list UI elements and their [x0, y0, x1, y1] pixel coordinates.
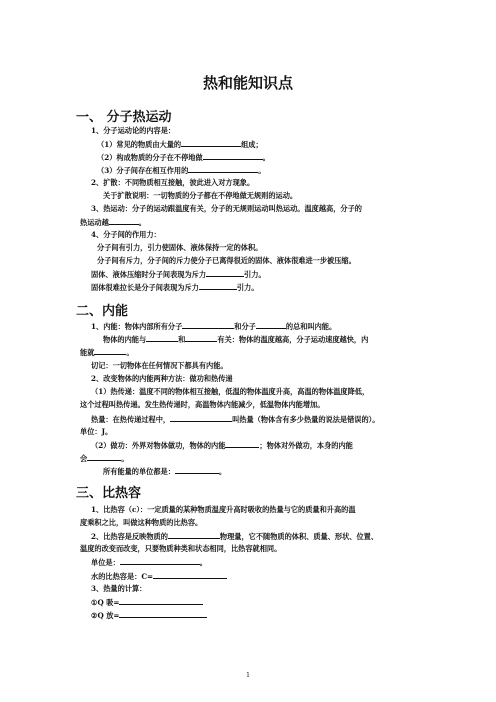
text-line: 度乘积之比，叫做这种物质的比热容。 — [80, 518, 203, 527]
fill-blank — [87, 453, 121, 461]
text-line: （1）常见的物质由大量的 组成； — [97, 140, 263, 149]
text-line: 2、改变物体的内能两种方法：做功和热传递 — [91, 374, 233, 383]
fill-blank — [225, 440, 259, 448]
page-number: 1 — [246, 672, 250, 679]
text-line: （2）构成物质的分子在不停地做 。 — [97, 153, 270, 162]
text-line: 1、比热容（c）：一定质量的某种物质温度升高时吸收的热量与它的质量和升高的温 — [91, 505, 356, 514]
fill-blank — [94, 347, 126, 355]
fill-blank — [109, 217, 139, 225]
text-line: 会 。 — [80, 454, 129, 463]
section-heading-1: 一、 分子热运动 — [76, 110, 172, 125]
text-line: 3、热运动：分子的运动跟温度有关，分子的无规则运动叫热运动。温度越高，分子的 — [91, 204, 362, 213]
fill-blank — [175, 466, 219, 474]
text-line: 能就 。 — [80, 348, 134, 357]
text-line: ①Q 吸= — [91, 597, 203, 607]
section-heading-3: 三、比热容 — [76, 486, 142, 501]
text-line: 单位是： 。 — [91, 558, 207, 567]
page-title: 热和能知识点 — [202, 74, 293, 92]
fill-blank — [199, 282, 237, 290]
fill-blank — [206, 269, 244, 277]
fill-blank — [170, 414, 232, 422]
fill-blank — [256, 321, 286, 329]
section-heading-2: 二、内能 — [76, 304, 129, 319]
text-line: 单位：J。 — [80, 427, 113, 436]
fill-blank — [120, 557, 200, 565]
fill-blank — [168, 531, 220, 539]
text-line: 物体的内能与 和 有关：物体的温度越高，分子运动速度越快，内 — [103, 335, 369, 344]
text-line: （3）分子间存在相互作用的 。 — [97, 166, 266, 175]
text-line: 4、分子间的作用力： — [91, 230, 161, 239]
fill-blank — [181, 139, 241, 147]
text-line: 热量：在热传递过程中， 叫热量（物体含有多少热量的说法是错误的）。 — [91, 415, 380, 424]
text-line: 温度的改变而改变，只要物质种类和状态相同，比热容就相同。 — [80, 544, 282, 553]
text-line: （1）热传递：温度不同的物体相互接触，低温的物体温度升高，高温的物体温度降低， — [91, 387, 370, 396]
text-line: 切记：一切物体在任何情况下都具有内能。 — [91, 361, 228, 370]
fill-blank — [119, 597, 203, 605]
text-line: 1、分子运动论的内容是： — [91, 126, 176, 135]
fill-blank — [146, 334, 178, 342]
text-line: 关于扩散说明：一切物质的分子都在不停地做无规则的运动。 — [103, 191, 298, 200]
fill-blank — [203, 152, 263, 160]
text-line: ②Q 放= — [91, 610, 207, 620]
fill-blank — [119, 610, 207, 618]
text-line: 1、内能：物体内部所有分子 和分子 的总和叫内能。 — [91, 322, 337, 331]
fill-blank — [188, 165, 258, 173]
fill-blank — [185, 334, 217, 342]
text-line: 热运动越 。 — [80, 218, 146, 227]
text-line: 分子间有斥力，分子间的斥力使分子已离得很近的固体、液体很难进一步被压缩。 — [97, 256, 356, 265]
text-line: 水的比热容是：C= — [91, 571, 227, 581]
text-line: 这个过程叫热传递。发生热传递时，高温物体内能减少，低温物体内能增加。 — [80, 400, 325, 409]
text-line: 3、热量的计算： — [91, 584, 147, 593]
text-line: 分子间有引力，引力使固体、液体保持一定的体积。 — [97, 243, 263, 252]
text-line: 2、扩散：不同物质相互接触，彼此进入对方现象。 — [91, 178, 255, 187]
text-line: 固体、液体压缩时分子间表现为斥力 引力。 — [91, 270, 266, 279]
text-line: （2）做功：外界对物体做功，物体的内能 ；物体对外做功，本身的内能 — [91, 441, 353, 450]
text-line: 所有能量的单位都是： 。 — [103, 467, 227, 476]
fill-blank — [153, 571, 227, 579]
text-line: 2、比热容是反映物质的 物理量，它不随物质的体积、质量、形状、位置、 — [91, 532, 379, 541]
fill-blank — [182, 321, 234, 329]
text-line: 固体很难拉长是分子间表现为斥力 引力。 — [91, 283, 259, 292]
